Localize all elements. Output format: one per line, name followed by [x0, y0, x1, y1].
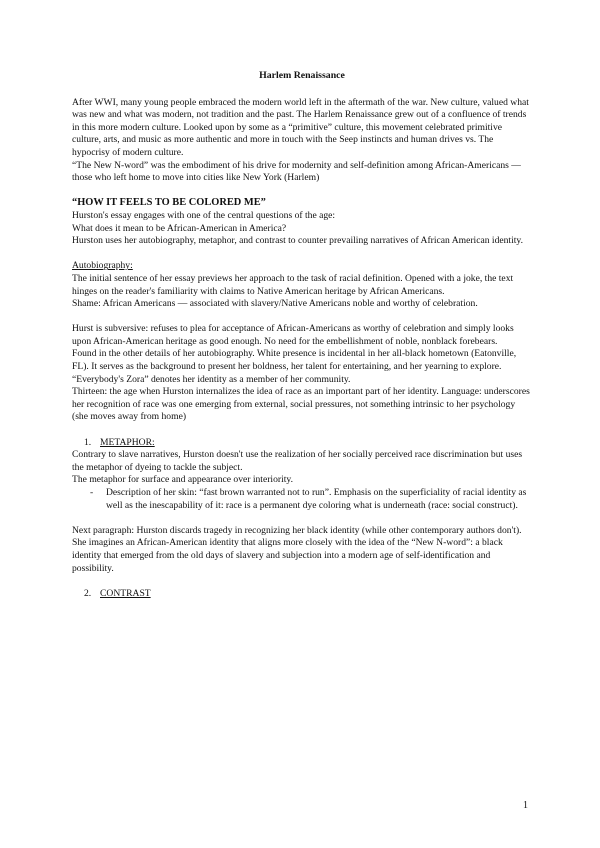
metaphor-heading: METAPHOR: — [100, 436, 155, 448]
metaphor-bullet — [72, 487, 532, 512]
essay-heading: “HOW IT FEELS TO BE COLORED ME” — [72, 197, 266, 209]
intro-paragraph: After WWI, many young people embraced the modern world left in the aftermath of the war. New culture, valued what was new and what was modern, not tradition and the past. The Harlem Renaissance grew out of a confluence of trends in this more modern culture. Looked upon by some as a “primitive” culture, this movement celebrated primitive culture, arts, and music as more authentic and more in touch with the Seep instincts and human drives vs. The hypocrisy of modern culture. — [72, 96, 529, 158]
autobiography-heading: Autobiography: — [72, 260, 133, 272]
intro-paragraph-2: “The New N-word” was the embodiment of his drive for modernity and self-definition among African-Americans — those who left home to move into cities like New York (Harlem) — [72, 159, 521, 184]
hurst-paragraph-3: Thirteen: the age when Hurston internalizes the idea of race as an important part of her identity. Language: underscores her recognition of race was one emerging from external, social pressures, not something intrinsic to her psychology (she moves away from home) — [72, 386, 530, 423]
metaphor-list-item — [72, 437, 532, 450]
autobiography-paragraph-2: Shame: African Americans — associated with slavery/Native Americans noble and worthy of celebration. — [72, 298, 478, 310]
dash-bullet-marker: - — [90, 487, 94, 498]
contrast-heading: CONTRAST — [100, 587, 151, 599]
metaphor-paragraph-1: Contrary to slave narratives, Hurston doesn't use the realization of her socially perceived race discrimination but uses the metaphor of dyeing to tackle the subject. — [72, 449, 523, 473]
hurst-paragraph-2: Found in the other details of her autobiography. White presence is incidental in her all-black hometown (Eatonville, FL). It serves as the background to present her boldness, her talent for entertaining, and her yearning to explore. “Everybody's Zora” denotes her identity as a member of her community. — [72, 348, 517, 385]
next-paragraph: Next paragraph: Hurston discards tragedy in recognizing her black identity (while other contemporary authors don't). She imagines an African-American identity that aligns more closely with the idea of the “New N-word”: a black identity that emerged from the old days of slavery and subjection into a modern age of self-identification and possibility. — [72, 524, 522, 574]
page-number: 1 — [523, 800, 528, 811]
document-page — [72, 70, 532, 600]
metaphor-paragraph-2: The metaphor for surface and appearance over interiority. — [72, 474, 293, 486]
essay-line-2: What does it mean to be African-American in America? — [72, 222, 287, 234]
metaphor-bullet-text: Description of her skin: “fast brown warranted not to run”. Emphasis on the superficiality of racial identity as well as the inescapability of it: race is a permanent dye coloring what is underneath (race: social construct). — [106, 487, 527, 511]
contrast-number: 2. — [84, 587, 92, 599]
contrast-list-item — [72, 588, 532, 601]
essay-line-3: Hurston uses her autobiography, metaphor, and contrast to counter prevailing narratives of African American identity. — [72, 235, 524, 247]
metaphor-number: 1. — [84, 436, 92, 448]
hurst-paragraph-1: Hurst is subversive: refuses to plea for acceptance of African-Americans as worthy of celebration and simply looks upon African-American heritage as good enough. No need for the embellishment of noble, nonblack forebears. — [72, 323, 514, 347]
autobiography-paragraph-1: The initial sentence of her essay previews her approach to the task of racial definition. Opened with a joke, the text hinges on the reader's familiarity with claims to Native American heritage by African Americans. — [72, 272, 514, 297]
document-title: Harlem Renaissance — [259, 70, 345, 81]
essay-line-1: Hurston's essay engages with one of the central questions of the age: — [72, 209, 336, 221]
